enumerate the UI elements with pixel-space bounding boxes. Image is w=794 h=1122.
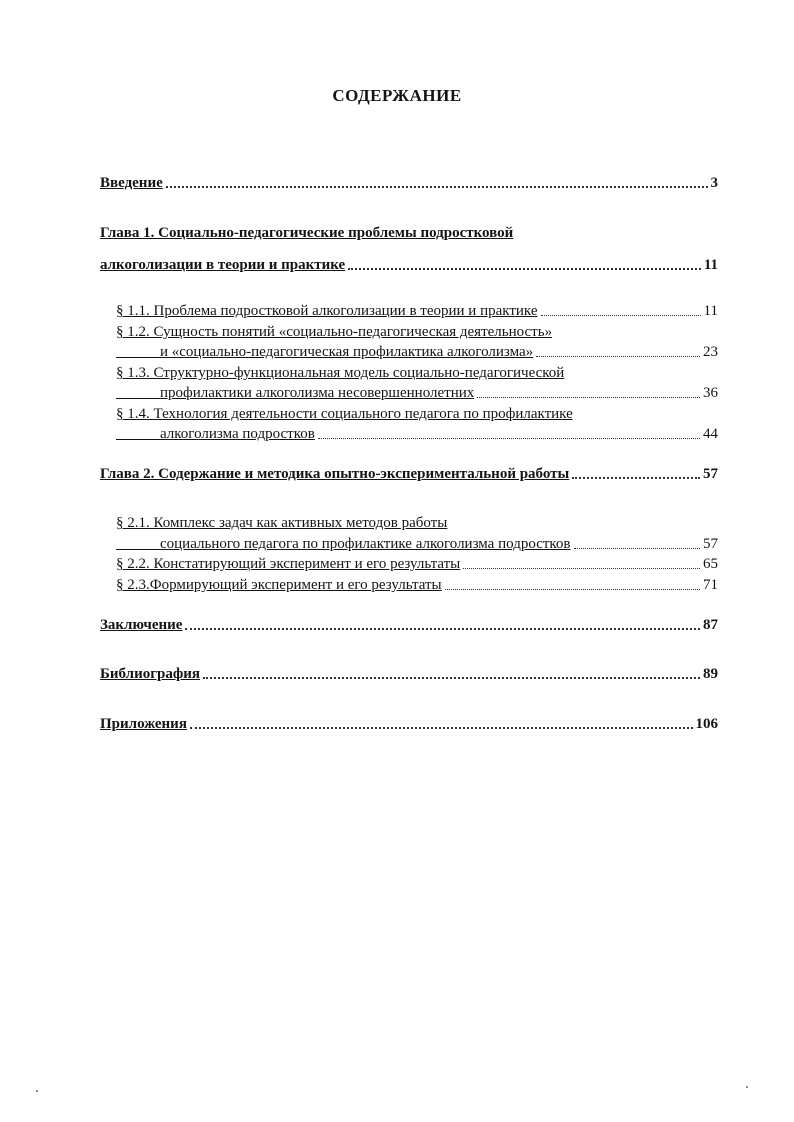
toc-appendix-label: Приложения: [100, 716, 187, 732]
toc-1-2-line1[interactable]: § 1.2. Сущность понятий «социально-педагогическая деятельность»: [116, 324, 553, 340]
toc-1-2-page: 23: [703, 344, 718, 360]
indent-underline: [116, 397, 160, 399]
dot-leader: [166, 185, 708, 188]
page-title: СОДЕРЖАНИЕ: [332, 86, 462, 105]
dot-leader: [318, 437, 700, 439]
toc-1-4-line2: алкоголизма подростков: [160, 426, 315, 442]
toc-intro-label: Введение: [100, 175, 163, 191]
toc-bibliography-page: 89: [703, 666, 718, 682]
toc-ch1-line2: алкоголизации в теории и практике: [100, 257, 346, 273]
toc-entry-2-1[interactable]: [116, 535, 718, 553]
toc-entry-1-4[interactable]: [116, 425, 718, 443]
toc-ch2-text: Глава 2. Содержание и методика опытно-экспериментальной работы: [100, 466, 570, 482]
toc-bibliography-label: Библиография: [100, 666, 201, 682]
toc-entry-conclusion[interactable]: [100, 616, 718, 634]
indent-underline: [116, 356, 160, 358]
toc-appendix-page: 106: [695, 716, 718, 732]
toc-entry-ch1[interactable]: [100, 256, 718, 274]
toc-1-2-line2: и «социально-педагогическая профилактика алкоголизма»: [160, 344, 534, 360]
toc-conclusion-page: 87: [703, 617, 718, 633]
dot-leader: [536, 355, 700, 357]
toc-ch1-page: 11: [703, 257, 718, 273]
dot-leader: [541, 314, 701, 316]
scan-speck: [746, 1086, 748, 1088]
toc-2-3-page: 71: [703, 577, 718, 593]
toc-entry-2-2[interactable]: [116, 555, 718, 573]
toc-1-1-page: 11: [703, 303, 718, 319]
toc-2-2-text: § 2.2. Констатирующий эксперимент и его результаты: [116, 556, 461, 572]
toc-1-4-page: 44: [703, 426, 718, 442]
toc-2-3-text: § 2.3.Формирующий эксперимент и его результаты: [116, 577, 442, 593]
toc-conclusion-label: Заключение: [100, 617, 183, 633]
dot-leader: [574, 547, 700, 549]
dot-leader: [445, 588, 700, 590]
toc-intro-page: 3: [710, 175, 718, 191]
toc-2-2-page: 65: [703, 556, 718, 572]
toc-1-3-line1[interactable]: § 1.3. Структурно-функциональная модель социально-педагогической: [116, 365, 565, 381]
toc-entry-1-3[interactable]: [116, 384, 718, 402]
toc-2-1-line2: социального педагога по профилактике алкоголизма подростков: [160, 536, 571, 552]
toc-entry-1-1[interactable]: [116, 302, 718, 320]
dot-leader: [190, 726, 693, 729]
toc-1-3-page: 36: [703, 385, 718, 401]
toc-entry-1-2[interactable]: [116, 343, 718, 361]
toc-ch1-line1[interactable]: Глава 1. Социально-педагогические проблемы подростковой: [100, 225, 514, 241]
toc-entry-2-3[interactable]: [116, 576, 718, 594]
dot-leader: [477, 396, 700, 398]
dot-leader: [463, 567, 700, 569]
toc-entry-ch2[interactable]: [100, 465, 718, 483]
scan-speck: [36, 1090, 38, 1092]
toc-ch2-page: 57: [703, 466, 718, 482]
dot-leader: [572, 476, 700, 479]
toc-1-1-text: § 1.1. Проблема подростковой алкоголизации в теории и практике: [116, 303, 538, 319]
toc-2-1-line1[interactable]: § 2.1. Комплекс задач как активных методов работы: [116, 515, 448, 531]
dot-leader: [348, 267, 701, 270]
dot-leader: [185, 627, 700, 630]
toc-entry-intro[interactable]: [100, 174, 718, 192]
toc-1-3-line2: профилактики алкоголизма несовершеннолетних: [160, 385, 475, 401]
toc-1-4-line1[interactable]: § 1.4. Технология деятельности социального педагога по профилактике: [116, 406, 573, 422]
toc-2-1-page: 57: [703, 536, 718, 552]
toc-entry-bibliography[interactable]: [100, 665, 718, 683]
toc-entry-appendix[interactable]: [100, 715, 718, 733]
indent-underline: [116, 548, 160, 550]
dot-leader: [203, 676, 700, 679]
indent-underline: [116, 438, 160, 440]
